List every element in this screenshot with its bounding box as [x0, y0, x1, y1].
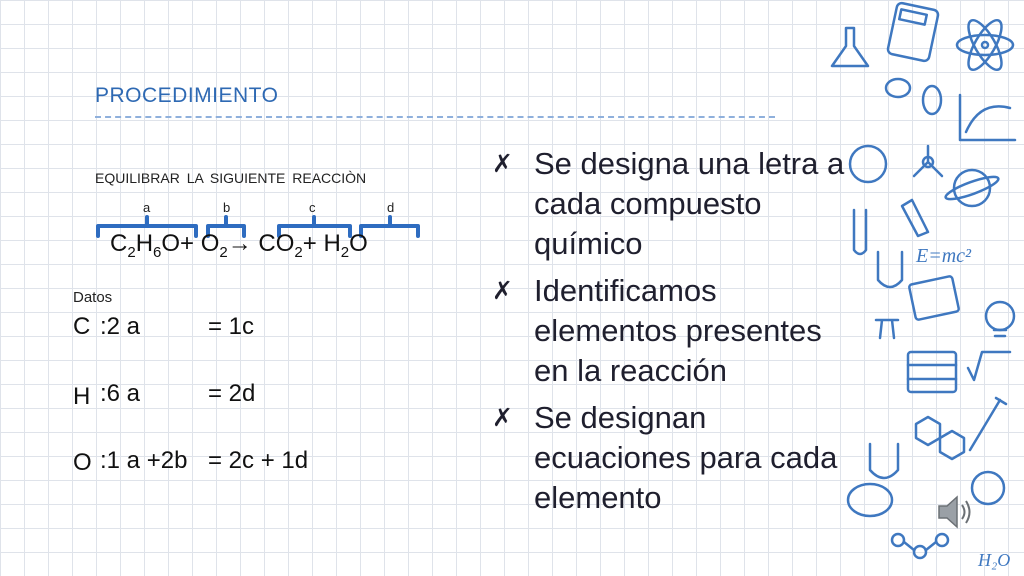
- equation-o-left: :1 a +2b: [100, 447, 188, 474]
- compound-letter-d: d: [387, 200, 395, 215]
- science-doodles-icon: [820, 0, 1024, 576]
- equation-c-right: = 1c: [208, 313, 255, 340]
- equation-h-right: = 2d: [208, 380, 256, 407]
- cross-mark-icon: ✗: [492, 277, 513, 305]
- bullet-text: Identificamos elementos presentes en la reacción: [534, 273, 822, 388]
- equation-h-left: :6 a: [100, 380, 141, 407]
- bullet-item: [490, 144, 850, 264]
- procedure-bullet-list: [490, 144, 850, 525]
- formula-o2: $O_2$: [200, 230, 228, 261]
- bullet-text: Se designan ecuaciones para cada elemento: [534, 400, 838, 515]
- slide-title: PROCEDIMIENTO: [95, 84, 279, 107]
- compound-letter-c: c: [309, 200, 316, 215]
- bullet-item: [490, 398, 850, 518]
- formula-c2h6o: $C_2H_6O$: [110, 230, 181, 261]
- formula-h2o: $H_2O$: [323, 230, 368, 261]
- element-c: C: [73, 313, 91, 340]
- chemical-equation: [110, 230, 368, 261]
- compound-letter-b: b: [223, 200, 231, 215]
- bracket-d: [361, 217, 418, 236]
- plus-sign: +: [302, 230, 317, 257]
- reaction-arrow: →: [227, 230, 252, 257]
- svg-text:H₂O: H₂O: [978, 550, 1011, 570]
- bullet-text: Se designa una letra a cada compuesto químico: [534, 146, 845, 261]
- datos-label: Datos: [73, 289, 113, 306]
- svg-text:E=mc²: E=mc²: [916, 245, 972, 267]
- cross-mark-icon: ✗: [492, 404, 513, 432]
- bullet-item: [490, 271, 850, 391]
- equation-c-left: :2 a: [100, 313, 141, 340]
- cross-mark-icon: ✗: [492, 150, 513, 178]
- plus-sign: +: [180, 230, 195, 257]
- formula-co2: $CO_2$: [258, 230, 303, 261]
- compound-letter-a: a: [143, 200, 151, 215]
- reaction-subtitle: EQUILIBRAR LA SIGUIENTE REACCIÒN: [95, 170, 367, 186]
- element-o: O: [73, 449, 92, 476]
- speaker-icon[interactable]: [935, 492, 975, 532]
- element-h: H: [73, 383, 91, 410]
- equation-o-right: = 2c + 1d: [208, 447, 309, 474]
